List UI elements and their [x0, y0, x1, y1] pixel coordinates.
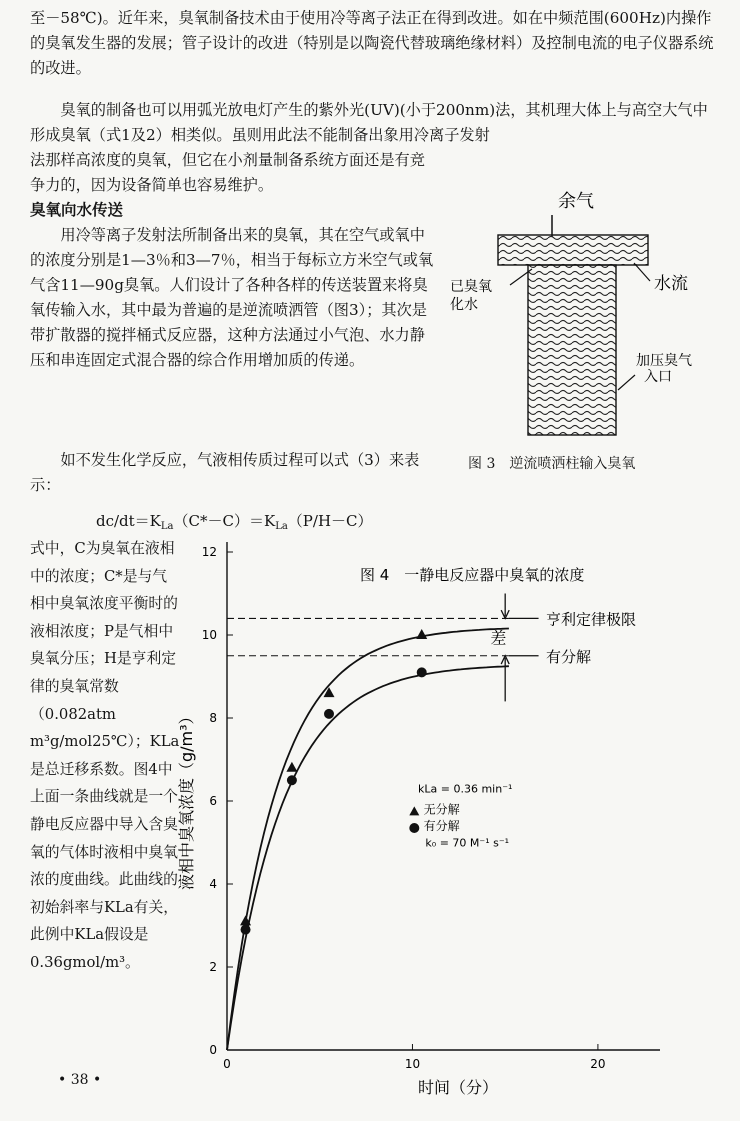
x-tick-label: 20 — [590, 1057, 606, 1071]
paragraph-transfer: 用冷等离子发射法所制备出来的臭氧，其在空气或氧中的浓度分别是1—3％和3—7％，相当于每标立方米空气或氧气含11—90g臭氧。人们设计了各种各样的传送装置来将臭氧传输入水，其中最为普遍的是逆流喷洒管（图3）；其次是带扩散器的搅拌桶式反应器，这种方法通过小气泡、水力静压和串连固定式混合器的综合作用增加质的传递。 — [30, 226, 434, 369]
y-tick-label: 2 — [209, 960, 217, 974]
label-ozonized-water — [450, 279, 496, 313]
section-heading: 臭氧向水传送 — [30, 201, 124, 219]
data-point-triangle — [416, 629, 427, 639]
equation-sub-1: La — [160, 521, 174, 532]
equation-right: （P/H－C） — [287, 512, 373, 530]
param-k0: k₀ = 70 M⁻¹ s⁻¹ — [425, 836, 510, 850]
label-ozonized-water-line2: 化水 — [450, 297, 478, 313]
label-water-flow: 水流 — [654, 274, 688, 294]
equation-sub-2: La — [275, 521, 288, 532]
page-number: • 38 • — [58, 1072, 102, 1088]
label-gas-inlet — [636, 353, 696, 385]
series-line-2 — [227, 666, 509, 1050]
chart-reference-lines — [227, 594, 636, 702]
label-ozonized-water-line1: 已臭氧 — [450, 279, 492, 295]
inlet-pointer — [618, 375, 635, 390]
x-tick-label: 10 — [404, 1057, 421, 1071]
right-pointer — [634, 263, 650, 281]
data-point-circle — [287, 775, 297, 785]
paragraph-uv-method-cont: 法那样高浓度的臭氧，但它在小剂量制备系统方面还是有竞争力的，因为设备简单也容易维护。 — [30, 151, 425, 194]
y-tick-label: 12 — [201, 545, 217, 559]
data-point-circle — [417, 667, 427, 677]
y-tick-label: 8 — [209, 711, 217, 725]
figure-4-chart — [170, 530, 700, 1110]
label-gas-inlet-line1: 加压臭气 — [636, 353, 692, 369]
column-body — [528, 265, 616, 435]
x-tick-label: 0 — [223, 1057, 231, 1071]
reference-label-1: 亨利定律极限 — [545, 610, 636, 629]
y-tick-label: 4 — [209, 877, 217, 891]
param-kla: kLa = 0.36 min⁻¹ — [418, 782, 513, 796]
chart-title: 图 4 一静电反应器中臭氧的浓度 — [360, 566, 585, 584]
paragraph-uv-method: 臭氧的制备也可以用弧光放电灯产生的紫外光(UV)(小于200nm)法，其机理大体上与高空大气中形成臭氧（式1及2）相类似。虽则用此法不能制备出象用冷离子发射 — [30, 101, 708, 144]
diff-label: 差 — [490, 628, 507, 648]
chart-labels — [177, 566, 584, 1097]
data-point-circle — [324, 709, 334, 719]
figure-3-diagram — [440, 185, 740, 475]
y-axis-title: 液相中臭氧浓度（g/m³） — [177, 708, 196, 890]
equation-mid: （C*－C）＝K — [173, 512, 276, 530]
y-tick-label: 0 — [209, 1043, 217, 1057]
legend-triangle-marker — [409, 806, 419, 815]
paragraph-explanation: 式中，C为臭氧在液相中的浓度；C*是与气相中臭氧浓度平衡时的液相浓度；P是气相中臭氧分压；H是亨利定律的臭氧常数（0.082atm m³g/mol25℃）；KLa是总迁移系数。图4中上面一条曲线就是一个静电反应器中导入含臭氧的气体时液相中臭氧浓的度曲线。此曲线的初始斜率与KLa有关，此例中KLa假设是0.36gmol/m³。 — [30, 540, 180, 971]
column-top-basin — [498, 235, 648, 265]
legend-circle-marker — [409, 823, 419, 833]
label-residual-gas: 余气 — [558, 191, 594, 212]
y-tick-label: 6 — [209, 794, 217, 808]
data-point-circle — [241, 925, 251, 935]
legend-decomposition: 有分解 — [423, 819, 460, 834]
paragraph-intro: 至－58℃)。近年来，臭氧制备技术由于使用冷等离子法正在得到改进。如在中频范围(600Hz)内操作的臭氧发生器的发展；管子设计的改进（特别是以陶瓷代替玻璃绝缘材料）及控制电流的电子仪器系统的改进。 — [30, 9, 714, 77]
figure-3-caption: 图 3 逆流喷洒柱输入臭氧 — [468, 456, 636, 472]
label-gas-inlet-line2: 入口 — [644, 369, 672, 385]
paragraph-equation-intro: 如不发生化学反应，气液相传质过程可以式（3）来表示： — [30, 451, 420, 494]
y-tick-label: 10 — [201, 628, 217, 642]
legend-no-decomposition: 无分解 — [423, 802, 460, 817]
reference-label-2: 有分解 — [545, 647, 591, 666]
data-point-triangle — [286, 762, 297, 772]
equation-left: dc/dt＝K — [96, 512, 161, 530]
x-axis-title: 时间（分） — [418, 1078, 499, 1097]
